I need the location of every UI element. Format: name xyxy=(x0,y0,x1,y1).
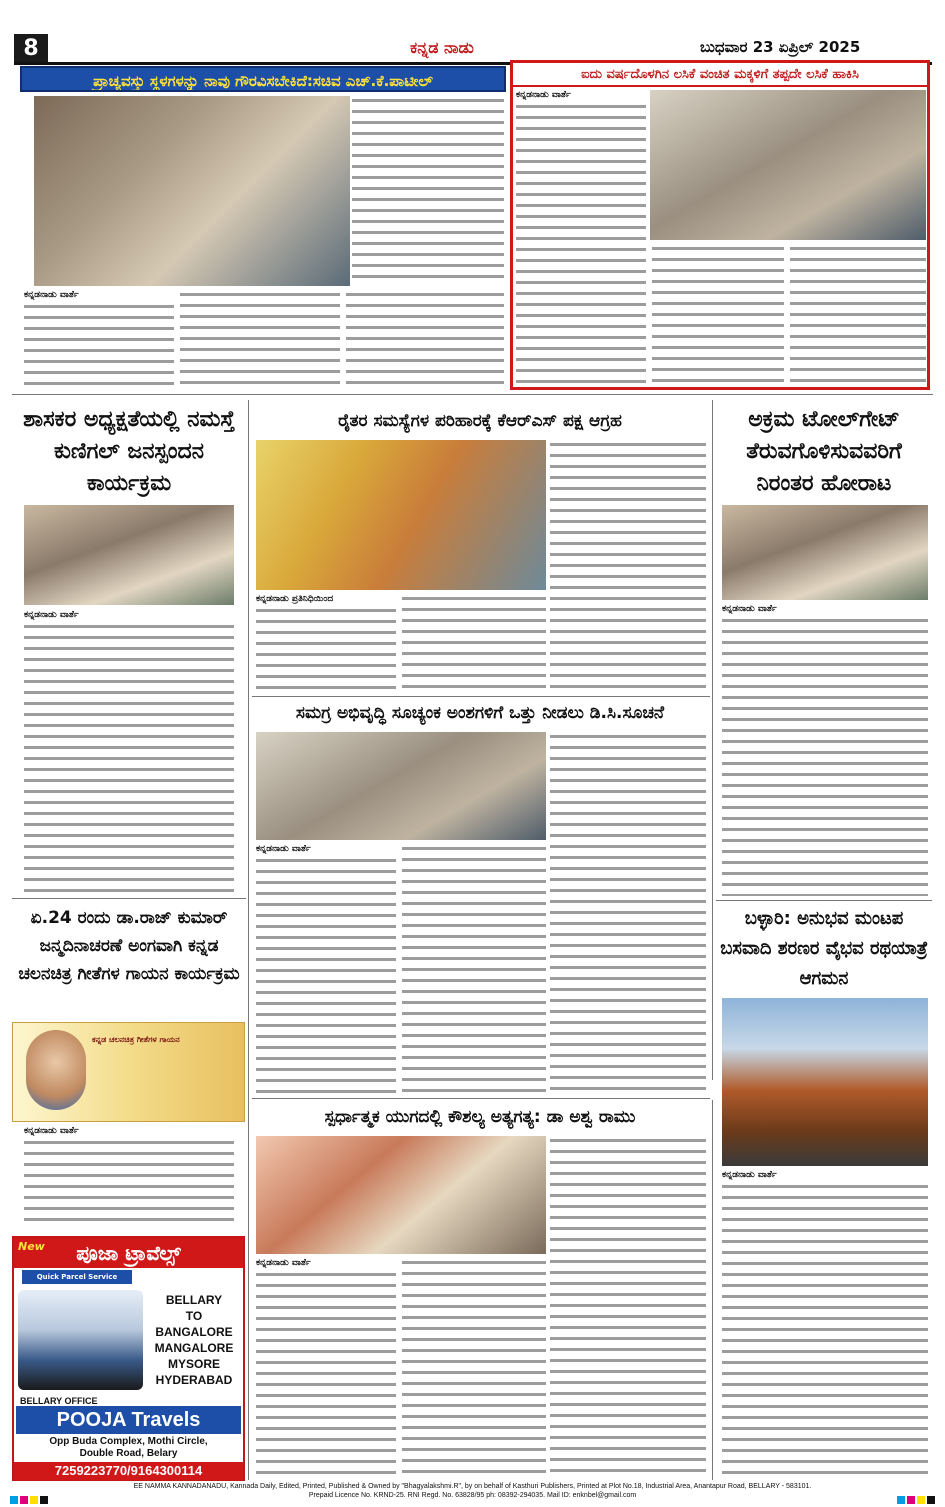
article-6-headline: ಸಮಗ್ರ ಅಭಿವೃದ್ಧಿ ಸೂಚ್ಯಂಕ ಅಂಶಗಳಿಗೆ ಒತ್ತು ನೀಡಲು ಡಿ.ಸಿ.ಸೂಚನೆ xyxy=(295,703,665,723)
column-rule-left xyxy=(248,400,249,1480)
route-city: MANGALORE xyxy=(154,1341,234,1355)
article-7-poster-portrait xyxy=(26,1030,86,1110)
article-7-poster-caption: ಕನ್ನಡ ಚಲನಚಿತ್ರ ಗೀತೆಗಳ ಗಾಯನ xyxy=(92,1035,180,1044)
article-3-headline: ಶಾಸಕರ ಅಧ್ಯಕ್ಷತೆಯಲ್ಲಿ ನಮಸ್ತೆ ಕುಣಿಗಲ್ ಜನಸ್ಪಂದನ ಕಾರ್ಯಕ್ರಮ xyxy=(23,407,235,496)
cmyk-magenta-mark xyxy=(907,1496,915,1504)
article-2-text-col3 xyxy=(652,244,784,386)
article-6-photo xyxy=(256,732,546,840)
section-rule-3 xyxy=(12,898,246,899)
article-4-text-col1 xyxy=(256,606,396,690)
article-8-photo xyxy=(722,998,928,1166)
article-3-photo xyxy=(24,505,234,605)
section-rule-5 xyxy=(252,1098,710,1099)
article-1-byline: ಕನ್ನಡನಾಡು ವಾರ್ತೆ xyxy=(24,290,134,300)
newspaper-logo: ಕನ್ನಡ ನಾಡು xyxy=(410,38,474,57)
section-rule-4 xyxy=(716,900,932,901)
article-5-headline: ಅಕ್ರಮ ಟೋಲ್‌ಗೇಟ್ ತೆರುವಗೊಳಿಸುವವರಿಗೆ ನಿರಂತರ ಹೋರಾಟ xyxy=(746,407,902,496)
ad-routes xyxy=(148,1292,240,1388)
cmyk-magenta-mark xyxy=(20,1496,28,1504)
route-city: BELLARY xyxy=(165,1293,223,1307)
article-6-text-col3 xyxy=(550,732,706,1094)
article-4-byline: ಕನ್ನಡನಾಡು ಪ್ರತಿನಿಧಿಯಿಂದ xyxy=(256,594,396,604)
article-6-text-col1 xyxy=(256,856,396,1094)
column-rule-right-lower xyxy=(712,1100,713,1480)
ad-address xyxy=(16,1436,241,1460)
section-rule-1 xyxy=(12,394,933,395)
article-9-photo xyxy=(256,1136,546,1254)
bus-image xyxy=(18,1290,143,1390)
article-2-photo xyxy=(650,90,926,240)
article-4-photo xyxy=(256,440,546,590)
route-city: BANGALORE xyxy=(155,1325,233,1339)
cmyk-cyan-mark xyxy=(10,1496,18,1504)
article-2-text-col2 xyxy=(516,256,646,386)
article-9-text-col1 xyxy=(256,1270,396,1478)
ad-new-label: New xyxy=(18,1240,45,1253)
article-1-photo xyxy=(34,96,350,286)
ad-address-line-2: Double Road, Belary xyxy=(79,1448,178,1459)
ad-company: POOJA Travels xyxy=(16,1406,241,1434)
article-8-headline: ಬಳ್ಳಾರಿ: ಅನುಭವ ಮಂಟಪ ಬಸವಾದಿ ಶರಣರ ವೈಭವ ರಥಯಾತ್ರೆ ಆಗಮನ xyxy=(720,908,928,989)
article-9-text-col3 xyxy=(550,1136,706,1478)
article-8-text xyxy=(722,1182,928,1478)
article-1-text-col1 xyxy=(24,302,174,390)
article-7-byline: ಕನ್ನಡನಾಡು ವಾರ್ತೆ xyxy=(24,1126,144,1136)
article-1-text-col3 xyxy=(352,96,504,286)
article-3-text xyxy=(24,622,234,892)
ad-phone: 7259223770/9164300114 xyxy=(14,1462,243,1480)
imprint-line-2: Prepaid Licence No. KRND-25. RNI Regd. No. 63828/95 ph: 08392-294035. Mail ID: enknbel@gmail.com xyxy=(308,1492,637,1499)
ad-address-line-1: Opp Buda Complex, Mothi Circle, xyxy=(49,1436,208,1447)
article-5-text xyxy=(722,616,928,896)
route-city: TO xyxy=(185,1309,203,1323)
article-5-photo xyxy=(722,505,928,600)
page-number: 8 xyxy=(14,34,48,64)
article-9-text-col2 xyxy=(402,1258,546,1478)
section-rule-2 xyxy=(252,696,710,697)
article-2-byline: ಕನ್ನಡನಾಡು ವಾರ್ತೆ xyxy=(516,90,646,100)
ad-office-label: BELLARY OFFICE xyxy=(20,1396,98,1406)
cmyk-black-mark xyxy=(927,1496,935,1504)
article-2-text-col4 xyxy=(790,244,926,386)
cmyk-yellow-mark xyxy=(917,1496,925,1504)
article-5-byline: ಕನ್ನಡನಾಡು ವಾರ್ತೆ xyxy=(722,604,842,614)
article-2-headline: ಐದು ವರ್ಷದೊಳಗಿನ ಲಸಿಕೆ ವಂಚಿತ ಮಕ್ಕಳಿಗೆ ತಪ್ಪದೇ ಲಸಿಕೆ ಹಾಕಿಸಿ xyxy=(513,63,927,87)
article-2-text-col1 xyxy=(516,102,646,252)
article-7-text xyxy=(24,1138,234,1228)
article-8-byline: ಕನ್ನಡನಾಡು ವಾರ್ತೆ xyxy=(722,1170,842,1180)
article-4-text-col3 xyxy=(550,440,706,690)
cmyk-black-mark xyxy=(40,1496,48,1504)
article-9-byline: ಕನ್ನಡನಾಡು ವಾರ್ತೆ xyxy=(256,1258,366,1268)
article-1-text-col2 xyxy=(180,290,340,390)
ad-service-tag: Quick Parcel Service xyxy=(22,1270,132,1284)
imprint-line-1: EE NAMMA KANNADANADU, Kannada Daily, Edited, Printed, Published & Owned by "Bhagyalakshmi.R", by on behalf of Kasthuri Publishers, Printed at Plot No.18, Industrial Area, Anantapur Road, BELLARY - 583101. xyxy=(133,1483,812,1490)
article-7-headline: ಏ.24 ರಂದು ಡಾ.ರಾಜ್ ಕುಮಾರ್ ಜನ್ಮದಿನಾಚರಣೆ ಅಂಗವಾಗಿ ಕನ್ನಡ ಚಲನಚಿತ್ರ ಗೀತೆಗಳ ಗಾಯನ ಕಾರ್ಯಕ್ರಮ xyxy=(18,908,240,984)
article-6-text-col2 xyxy=(402,844,546,1094)
cmyk-yellow-mark xyxy=(30,1496,38,1504)
article-1-headline: ಪ್ರಾಚ್ಯವಸ್ತು ಸ್ಥಳಗಳನ್ನು ನಾವು ಗೌರವಿಸಬೇಕಿದೆ:ಸಚಿವ ಎಚ್.ಕೆ.ಪಾಟೀಲ್ xyxy=(20,66,506,92)
cmyk-cyan-mark xyxy=(897,1496,905,1504)
ad-title: ಪೂಜಾ ಟ್ರಾವೆಲ್ಸ್ xyxy=(14,1238,243,1268)
article-9-headline: ಸ್ಪರ್ಧಾತ್ಮಕ ಯುಗದಲ್ಲಿ ಕೌಶಲ್ಯ ಅತ್ಯಗತ್ಯ: ಡಾ ಅಶ್ವ ರಾಮು xyxy=(324,1107,636,1127)
article-4-headline: ರೈತರ ಸಮಸ್ಯೆಗಳ ಪರಿಹಾರಕ್ಕೆ ಕೆಆರ್‌ಎಸ್ ಪಕ್ಷ ಆಗ್ರಹ xyxy=(338,411,622,431)
article-3-byline: ಕನ್ನಡನಾಡು ವಾರ್ತೆ xyxy=(24,610,144,620)
route-city: MYSORE xyxy=(167,1357,220,1371)
article-4-text-col2 xyxy=(402,594,546,690)
route-city: HYDERABAD xyxy=(155,1373,233,1387)
column-rule-right xyxy=(712,400,713,1080)
issue-date: ಬುಧವಾರ 23 ಏಪ್ರಿಲ್ 2025 xyxy=(700,38,861,56)
article-1-text-col4 xyxy=(346,290,504,390)
article-6-byline: ಕನ್ನಡನಾಡು ವಾರ್ತೆ xyxy=(256,844,366,854)
imprint-footer xyxy=(12,1482,933,1500)
